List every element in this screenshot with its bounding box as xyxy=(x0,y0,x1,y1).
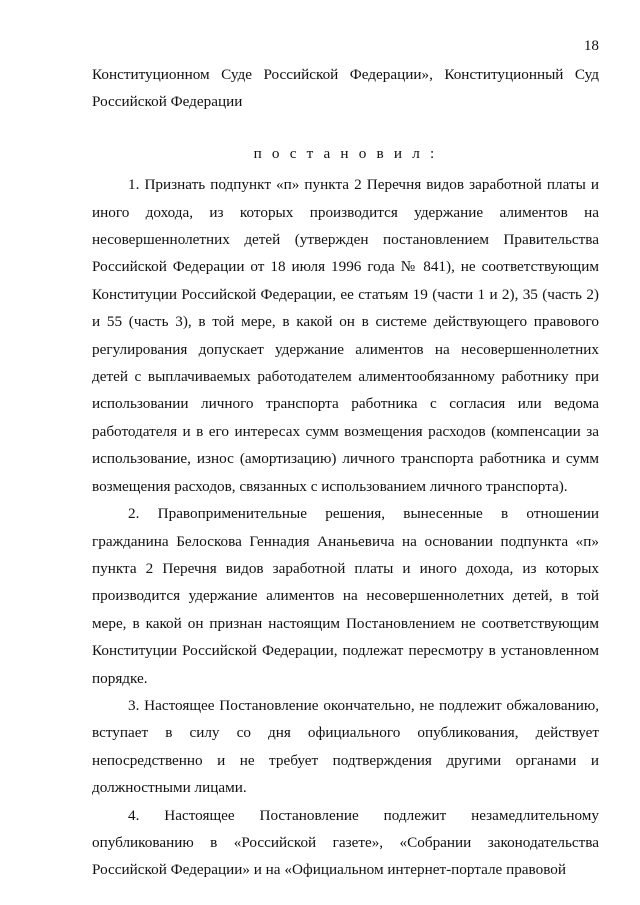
paragraph-2: 2. Правоприменительные решения, вынесенные в отношении гражданина Белоскова Геннадия Ананьевича на основании подпункта «п» пункта 2 Перечня видов заработной платы и иного дохода, из которых производится удержание алиментов на несовершеннолетних детей, в той мере, в какой он признан настоящим Постановлением не соответствующим Конституции Российской Федерации, подлежат пересмотру в установленном порядке. xyxy=(92,505,599,687)
document-body xyxy=(92,61,599,884)
decree-heading: п о с т а н о в и л : xyxy=(253,144,438,162)
intro-text: Конституционном Суде Российской Федерации», Конституционный Суд Российской Федерации xyxy=(92,66,599,111)
paragraph-3: 3. Настоящее Постановление окончательно, не подлежит обжалованию, вступает в силу со дня официального опубликования, действует непосредственно и не требует подтверждения другими органами и должностными лицами. xyxy=(92,696,599,797)
paragraph-1: 1. Признать подпункт «п» пункта 2 Перечня видов заработной платы и иного дохода, из которых производится удержание алиментов на несовершеннолетних детей (утвержден постановлением Правительства Российской Федерации от 18 июля 1996 года № 841), не соответствующим Конституции Российской Федерации, ее статьям 19 (части 1 и 2), 35 (часть 2) и 55 (часть 3), в той мере, в какой он в системе действующего правового регулирования допускает удержание алиментов на несовершеннолетних детей с выплачиваемых работодателем алиментообязанному работнику при использовании личного транспорта работника с согласия или ведома работодателя и в его интересах сумм возмещения расходов (компенсации за использование, износ (амортизацию) личного транспорта работника и сумм возмещения расходов, связанных с использованием личного транспорта). xyxy=(92,176,599,495)
page-number: 18 xyxy=(583,37,599,54)
paragraph-4: 4. Настоящее Постановление подлежит незамедлительному опубликованию в «Российской газете», «Собрании законодательства Российской Федерации» и на «Официальном интернет-портале правовой xyxy=(92,806,599,879)
